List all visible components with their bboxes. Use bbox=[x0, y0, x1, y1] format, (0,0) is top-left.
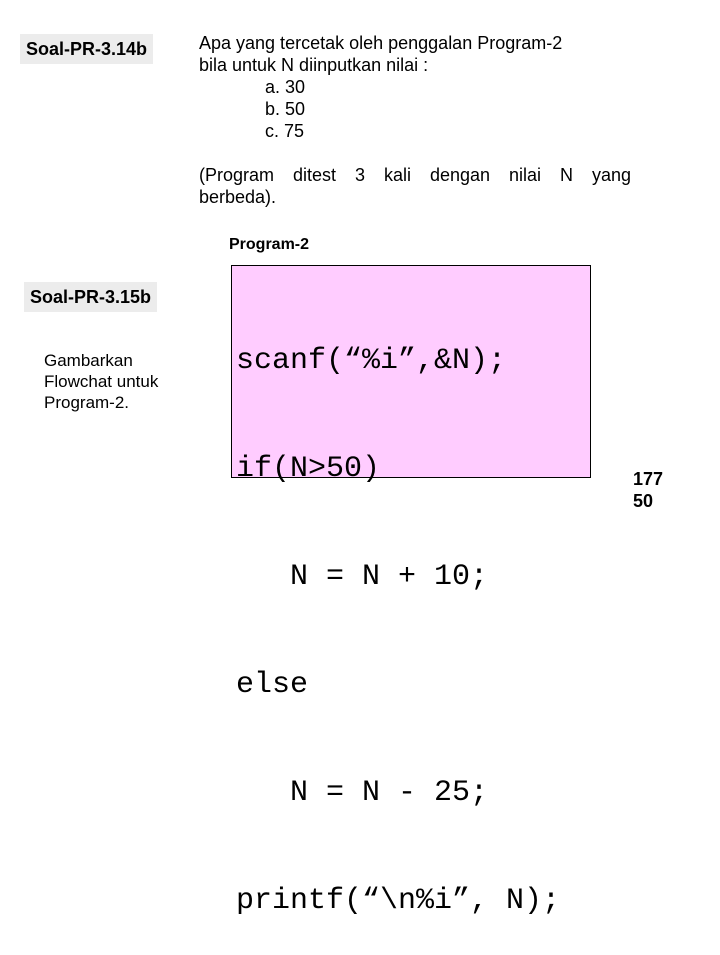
footer-number-2: 50 bbox=[633, 491, 654, 511]
question-line-1: Apa yang tercetak oleh penggalan Program-2 bbox=[199, 33, 563, 53]
question-label-3-15b: Soal-PR-3.15b bbox=[24, 282, 157, 312]
test-note bbox=[199, 164, 631, 208]
question-label-3-14b: Soal-PR-3.14b bbox=[20, 34, 153, 64]
code-line: printf(“\n%i”, N); bbox=[236, 884, 561, 918]
note-line-1: (Program ditest 3 kali dengan nilai N yang bbox=[199, 165, 631, 185]
question-line-2: bila untuk N diinputkan nilai : bbox=[199, 55, 429, 75]
option-a: a. 30 bbox=[265, 77, 306, 97]
option-b: b. 50 bbox=[265, 99, 306, 119]
task-text bbox=[44, 350, 158, 413]
task-line-3: Program-2. bbox=[44, 393, 130, 412]
code-line: else bbox=[236, 668, 309, 702]
task-line-1: Gambarkan bbox=[44, 351, 133, 370]
note-line-2: berbeda). bbox=[199, 187, 277, 207]
code-block bbox=[231, 265, 591, 918]
footer-number-1: 177 bbox=[633, 469, 664, 489]
footer-numbers bbox=[633, 468, 663, 512]
question-text bbox=[199, 32, 639, 142]
code-line: if(N>50) bbox=[236, 452, 381, 486]
option-c: c. 75 bbox=[265, 121, 305, 141]
program-label: Program-2 bbox=[229, 236, 310, 253]
code-line: N = N - 25; bbox=[236, 776, 489, 810]
task-line-2: Flowchat untuk bbox=[44, 372, 159, 391]
code-line: N = N + 10; bbox=[236, 560, 489, 594]
code-line: scanf(“%i”,&N); bbox=[236, 344, 507, 378]
